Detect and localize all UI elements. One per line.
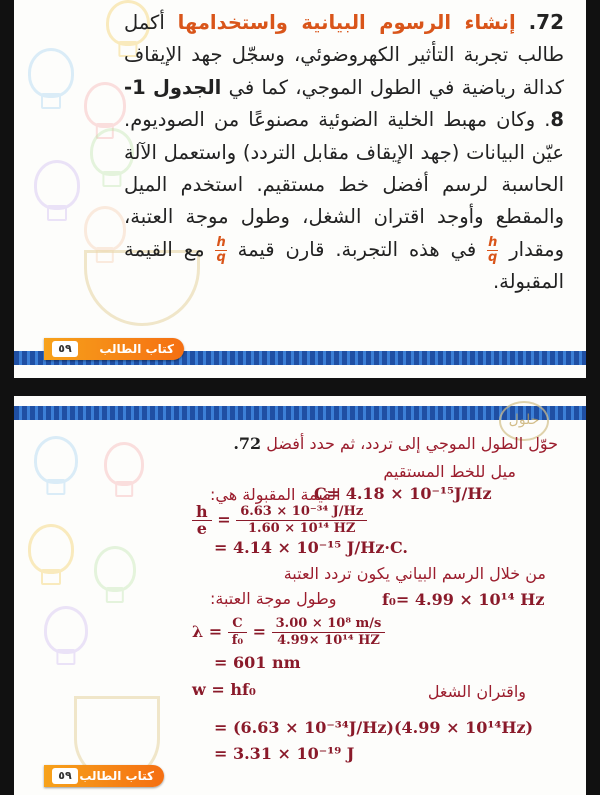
textbook-page-2 <box>14 396 586 795</box>
body-text: مستقيم. استخدم الميل والمقطع وأوجد اقتران <box>124 173 564 229</box>
work-label: واقتران الشغل <box>427 682 526 701</box>
question-heading: إنشاء الرسوم البيانية واستخدامها <box>177 11 516 34</box>
body-text: التجربة. قارن قيمة <box>237 237 399 261</box>
solutions-logo: حلول <box>499 401 549 441</box>
body-text: الإيقاف كدالة رياضية في الطول الموجي، كما في <box>124 43 564 99</box>
work-line-3: = 3.31 × 10⁻¹⁹ J <box>214 744 355 763</box>
solution-line-2: ميل للخط المستقيم <box>383 462 516 481</box>
page-number: ٥٩ <box>52 341 78 357</box>
body-text: تجربة التأثير الكهروضوئي، وسجّل جهد <box>191 43 509 67</box>
result-lambda: = 601 nm <box>214 653 301 672</box>
body-text: أكمل طالب <box>124 11 565 67</box>
lightbulb-icon <box>28 524 74 574</box>
body-text: من الصوديوم. عيّن البيانات (جهد الإيقاف مقابل <box>124 108 564 164</box>
body-text: . وكان مهبط الخلية الضوئية مصنوعًا <box>248 108 551 132</box>
accepted-label: القيمة المقبولة هي: <box>210 485 341 504</box>
body-text: مع القيمة المقبولة. <box>124 237 564 294</box>
textbook-page-1 <box>14 0 586 378</box>
work-line-2: = (6.63 × 10⁻³⁴J/Hz)(4.99 × 10¹⁴Hz) <box>214 718 534 737</box>
page-number: ٥٩ <box>52 768 78 784</box>
question-number: 72. <box>528 10 565 34</box>
lightbulb-icon <box>28 48 74 98</box>
footer-page-tab <box>44 338 184 360</box>
body-text: التردد) واستعمل الآلة الحاسبة لرسم أفضل خط <box>124 140 564 197</box>
lightbulb-icon <box>94 546 136 592</box>
footer-page-tab <box>44 765 164 787</box>
lightbulb-icon <box>104 442 144 486</box>
graph-note: من خلال الرسم البياني يكون تردد العتبة <box>283 564 546 583</box>
h-over-q-fraction: $\frac{h}{q}$ <box>488 234 498 265</box>
threshold-label: وطول موجة العتبة: <box>210 589 337 608</box>
threshold-frequency: f₀= 4.99 × 10¹⁴ Hz <box>382 590 545 609</box>
solution-line-1: حوّل الطول الموجي إلى تردد، ثم حدد أفضل 72. <box>233 434 558 453</box>
h-over-e-equation: $\frac{h}{e}$ = $\frac{\text{6.63 × 10⁻³⁴ J/Hz}}{\text{1.60 × 10¹⁴ HZ}}$ <box>192 504 367 537</box>
lightbulb-icon <box>84 82 126 128</box>
h-over-q-fraction: $\frac{h}{q}$ <box>216 234 226 265</box>
lightbulb-icon <box>84 206 126 252</box>
work-equation: w = hf₀ <box>192 680 256 699</box>
lightbulb-icon <box>34 436 78 484</box>
lightbulb-icon <box>34 160 80 210</box>
table-reference: الجدول <box>152 75 222 99</box>
table-number: 1-8 <box>124 75 564 132</box>
lightbulb-icon <box>44 606 88 654</box>
accepted-value: C= 4.18 × 10⁻¹⁵J/Hz <box>314 484 492 503</box>
footer-label: كتاب الطالب <box>99 342 174 356</box>
footer-label: كتاب الطالب <box>79 769 154 783</box>
body-text: في هذه <box>408 237 477 261</box>
lambda-equation: λ = $\frac{C}{\text{f₀}}$ = $\frac{\text{3.00 × 10⁸ m/s}}{\text{4.99× 10¹⁴ HZ}}$ <box>192 616 385 649</box>
body-text: الشغل، وطول موجة العتبة، ومقدار <box>124 205 565 261</box>
question-72-text <box>124 6 564 299</box>
result-he: = 4.14 × 10⁻¹⁵ J/Hz·C. <box>214 538 408 557</box>
